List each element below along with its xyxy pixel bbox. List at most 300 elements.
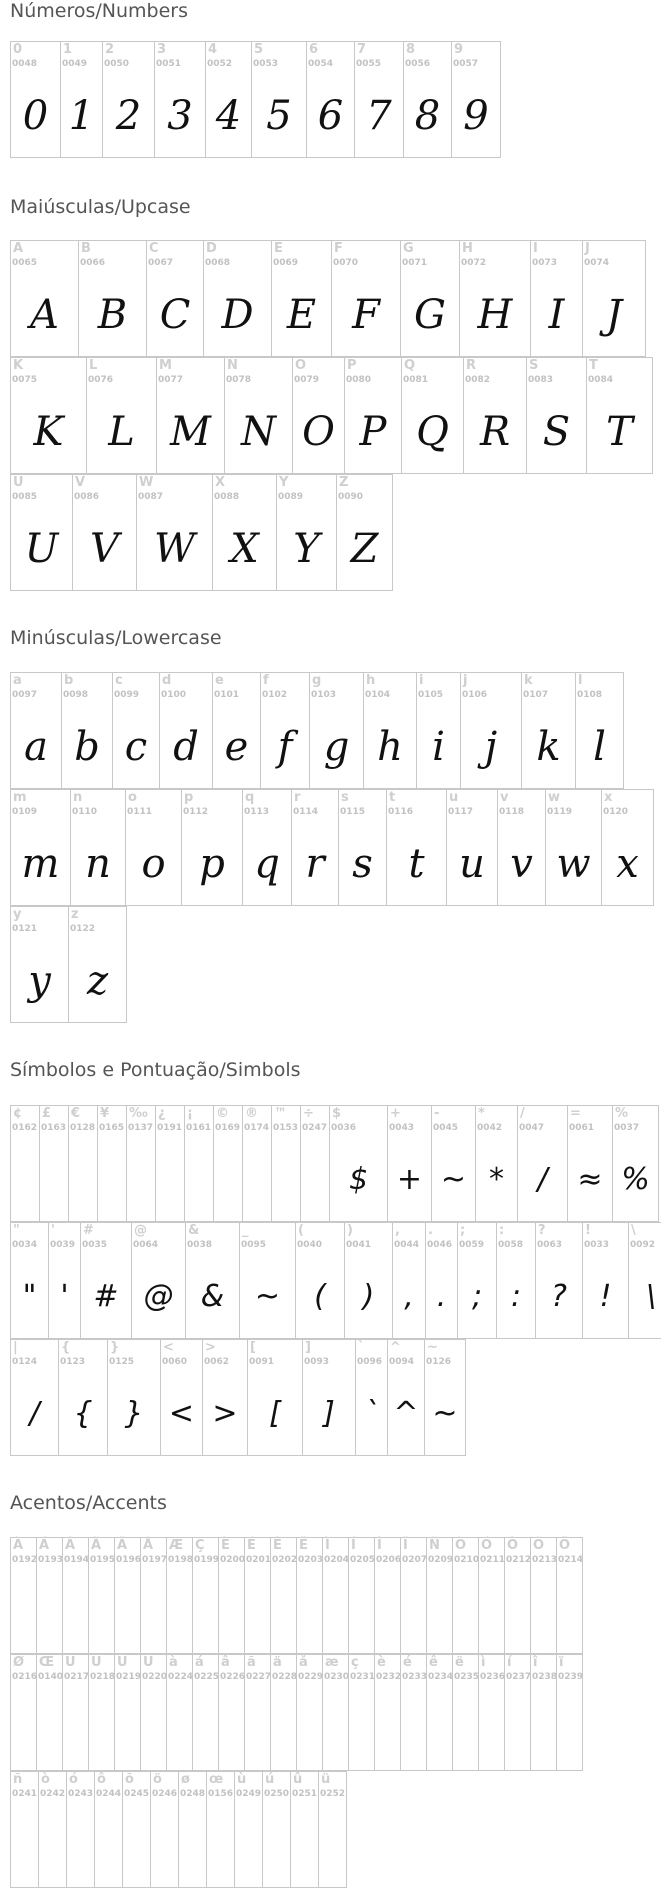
- glyph-row: [10, 672, 624, 789]
- glyph-cell: [112, 672, 160, 789]
- glyph-char-label: ~: [427, 1340, 438, 1355]
- glyph-cell: [322, 1537, 349, 1654]
- glyph-cell: [78, 240, 147, 357]
- glyph-code: 0201: [246, 1555, 272, 1565]
- glyph-code: 0053: [253, 59, 279, 69]
- glyph-cell: [403, 41, 452, 158]
- glyph-cell: [242, 789, 292, 906]
- glyph-char-label: T: [589, 358, 598, 373]
- glyph-char-label: Ú: [91, 1655, 102, 1670]
- glyph-cell: [97, 1105, 127, 1222]
- glyph-code: 0084: [588, 375, 614, 385]
- glyph-code: 0118: [499, 807, 525, 817]
- glyph-preview: 6: [317, 93, 344, 139]
- glyph-cell: [218, 1654, 245, 1771]
- glyph-preview: G: [414, 292, 446, 338]
- glyph-char-label: ø: [181, 1772, 190, 1787]
- glyph-cell: [344, 1222, 393, 1339]
- glyph-code: 0051: [156, 59, 182, 69]
- glyph-preview: ,: [404, 1279, 414, 1314]
- glyph-char-label: i: [419, 673, 424, 688]
- glyph-code: 0206: [376, 1555, 402, 1565]
- glyph-code: 0205: [350, 1555, 376, 1565]
- glyph-cell: [10, 1654, 37, 1771]
- glyph-preview: @: [143, 1279, 174, 1314]
- glyph-code: 0113: [244, 807, 270, 817]
- glyph-cell: [10, 906, 69, 1023]
- glyph-char-label: Ü: [143, 1655, 154, 1670]
- glyph-char-label: w: [548, 790, 561, 805]
- glyph-cell: [355, 1339, 388, 1456]
- glyph-preview: ?: [551, 1279, 567, 1314]
- glyph-preview: c: [124, 724, 148, 770]
- glyph-cell: [10, 1771, 39, 1888]
- glyph-char-label: =: [570, 1106, 581, 1121]
- glyph-char-label: 2: [105, 42, 115, 57]
- glyph-cell: [446, 789, 498, 906]
- glyph-char-label: +: [390, 1106, 401, 1121]
- glyph-code: 0228: [272, 1672, 298, 1682]
- glyph-cell: [202, 1339, 248, 1456]
- glyph-preview: I: [548, 292, 565, 338]
- glyph-cell: [60, 41, 103, 158]
- glyph-preview: <: [168, 1396, 195, 1431]
- glyph-char-label: é: [403, 1655, 412, 1670]
- glyph-cell: [348, 1654, 375, 1771]
- glyph-cell: [86, 357, 157, 474]
- glyph-cell: [290, 1771, 319, 1888]
- glyph-char-label: à: [169, 1655, 178, 1670]
- glyph-code: 0233: [402, 1672, 428, 1682]
- glyph-cell: [344, 357, 402, 474]
- glyph-char-label: `: [358, 1340, 365, 1355]
- glyph-char-label: Î: [377, 1538, 382, 1553]
- glyph-cell: [150, 1771, 179, 1888]
- glyph-preview: ≈: [577, 1162, 603, 1197]
- glyph-code: 0100: [161, 690, 187, 700]
- glyph-preview: 4: [215, 93, 242, 139]
- glyph-cell: [363, 672, 417, 789]
- glyph-cell: [517, 1105, 568, 1222]
- glyph-code: 0124: [12, 1357, 38, 1367]
- glyph-code: 0243: [68, 1789, 94, 1799]
- glyph-char-label: Í: [351, 1538, 356, 1553]
- glyph-char-label: ò: [41, 1772, 50, 1787]
- glyph-code: 0076: [88, 375, 114, 385]
- glyph-cell: [244, 1654, 271, 1771]
- glyph-code: 0052: [207, 59, 233, 69]
- glyph-code: 0200: [220, 1555, 246, 1565]
- glyph-cell: [156, 357, 225, 474]
- glyph-cell: [72, 474, 137, 591]
- glyph-cell: [136, 474, 213, 591]
- glyph-preview: P: [359, 409, 387, 455]
- glyph-char-label: Å: [143, 1538, 154, 1553]
- glyph-char-label: Y: [279, 475, 289, 490]
- glyph-cell: [348, 1537, 375, 1654]
- glyph-code: 0217: [64, 1672, 90, 1682]
- glyph-code: 0210: [454, 1555, 480, 1565]
- glyph-char-label: ï: [559, 1655, 564, 1670]
- glyph-code: 0156: [208, 1789, 234, 1799]
- glyph-code: 0125: [109, 1357, 135, 1367]
- glyph-char-label: Ö: [559, 1538, 571, 1553]
- glyph-code: 0249: [236, 1789, 262, 1799]
- glyph-code: 0161: [186, 1123, 212, 1133]
- glyph-code: 0074: [584, 258, 610, 268]
- glyph-char-label: X: [215, 475, 226, 490]
- glyph-code: 0252: [320, 1789, 346, 1799]
- glyph-cell: [452, 1537, 479, 1654]
- glyph-code: 0088: [214, 492, 240, 502]
- glyph-cell: [185, 1222, 240, 1339]
- glyph-char-label: ä: [273, 1655, 282, 1670]
- glyph-code: 0235: [454, 1672, 480, 1682]
- glyph-cell: [205, 41, 252, 158]
- glyph-code: 0112: [183, 807, 209, 817]
- glyph-char-label: Ã: [91, 1538, 102, 1553]
- glyph-code: 0064: [133, 1240, 159, 1250]
- glyph-cell: [36, 1537, 63, 1654]
- glyph-preview: *: [489, 1162, 504, 1197]
- glyph-char-label: #: [83, 1223, 94, 1238]
- glyph-code: 0081: [403, 375, 429, 385]
- glyph-char-label: -: [434, 1106, 440, 1121]
- glyph-cell: [114, 1537, 141, 1654]
- glyph-char-label: \: [631, 1223, 636, 1238]
- glyph-cell: [400, 1654, 427, 1771]
- glyph-char-label: Á: [39, 1538, 50, 1553]
- section-title-symbols: Símbolos e Pontuação/Simbols: [10, 1059, 301, 1081]
- glyph-char-label: ^: [390, 1340, 401, 1355]
- glyph-char-label: ¥: [100, 1106, 110, 1121]
- glyph-preview: ~: [254, 1279, 281, 1314]
- glyph-preview: $: [348, 1162, 369, 1197]
- glyph-preview: Z: [350, 526, 379, 572]
- glyph-cell: [497, 789, 546, 906]
- glyph-char-label: O: [295, 358, 307, 373]
- glyph-cell: [457, 1222, 497, 1339]
- glyph-code: 0204: [324, 1555, 350, 1565]
- glyph-cell: [296, 1537, 323, 1654]
- glyph-char-label: Ä: [117, 1538, 128, 1553]
- glyph-cell: [296, 1654, 323, 1771]
- glyph-cell: [478, 1537, 505, 1654]
- section-title-lowercase: Minúsculas/Lowercase: [10, 627, 222, 649]
- glyph-preview: #: [93, 1279, 119, 1314]
- glyph-char-label: o: [128, 790, 137, 805]
- glyph-preview: g: [323, 724, 350, 770]
- glyph-code: 0087: [138, 492, 164, 502]
- glyph-code: 0209: [428, 1555, 454, 1565]
- glyph-code: 0203: [298, 1555, 324, 1565]
- glyph-code: 0250: [264, 1789, 290, 1799]
- glyph-char-label: G: [403, 241, 414, 256]
- glyph-code: 0236: [480, 1672, 506, 1682]
- glyph-preview: !: [599, 1279, 612, 1314]
- glyph-code: 0102: [262, 690, 288, 700]
- glyph-code: 0063: [537, 1240, 563, 1250]
- glyph-preview: 0: [22, 93, 49, 139]
- glyph-preview: F: [352, 292, 380, 338]
- glyph-char-label: ó: [69, 1772, 78, 1787]
- glyph-cell: [271, 1105, 301, 1222]
- glyph-cell: [300, 1105, 330, 1222]
- glyph-code: 0075: [12, 375, 38, 385]
- glyph-char-label: õ: [125, 1772, 134, 1787]
- glyph-char-label: ÷: [303, 1106, 314, 1121]
- glyph-code: 0062: [204, 1357, 230, 1367]
- glyph-cell: [213, 1105, 243, 1222]
- glyph-char-label: ô: [97, 1772, 106, 1787]
- glyph-code: 0251: [292, 1789, 318, 1799]
- glyph-cell: [504, 1537, 531, 1654]
- glyph-cell: [556, 1537, 583, 1654]
- glyph-cell: [122, 1771, 151, 1888]
- glyph-preview: ): [362, 1279, 375, 1314]
- glyph-char-label: N: [227, 358, 238, 373]
- glyph-cell: [416, 672, 461, 789]
- section-title-numbers: Números/Numbers: [10, 0, 188, 22]
- glyph-cell: [10, 1537, 37, 1654]
- glyph-code: 0202: [272, 1555, 298, 1565]
- glyph-preview: `: [364, 1396, 379, 1431]
- glyph-cell: [374, 1654, 401, 1771]
- glyph-preview: /: [29, 1396, 40, 1431]
- glyph-char-label: |: [13, 1340, 18, 1355]
- glyph-cell: [306, 41, 355, 158]
- glyph-cell: [318, 1771, 347, 1888]
- glyph-char-label: n: [73, 790, 83, 805]
- glyph-char-label: l: [578, 673, 583, 688]
- glyph-cell: [387, 1105, 432, 1222]
- glyph-code: 0057: [453, 59, 479, 69]
- glyph-code: 0103: [311, 690, 337, 700]
- glyph-preview: h: [377, 724, 403, 770]
- glyph-char-label: k: [524, 673, 533, 688]
- glyph-cell: [329, 1105, 388, 1222]
- glyph-code: 0069: [273, 258, 299, 268]
- glyph-char-label: >: [205, 1340, 216, 1355]
- glyph-code: 0067: [148, 258, 174, 268]
- glyph-char-label: Ê: [273, 1538, 282, 1553]
- glyph-code: 0059: [459, 1240, 485, 1250]
- glyph-code: 0038: [187, 1240, 213, 1250]
- glyph-code: 0169: [215, 1123, 241, 1133]
- glyph-char-label: B: [81, 241, 91, 256]
- glyph-row: [10, 789, 654, 906]
- glyph-char-label: e: [215, 673, 224, 688]
- glyph-char-label: 5: [254, 42, 264, 57]
- glyph-char-label: â: [221, 1655, 230, 1670]
- glyph-code: 0115: [340, 807, 366, 817]
- glyph-cell: [212, 474, 277, 591]
- glyph-cell: [36, 1654, 63, 1771]
- glyph-cell: [70, 789, 126, 906]
- glyph-code: 0047: [519, 1123, 545, 1133]
- glyph-char-label: ë: [455, 1655, 464, 1670]
- glyph-preview: p: [199, 841, 225, 887]
- glyph-cell: [338, 789, 387, 906]
- glyph-code: 0247: [302, 1123, 328, 1133]
- glyph-preview: X: [230, 526, 259, 572]
- glyph-cell: [10, 1339, 59, 1456]
- glyph-char-label: Ó: [481, 1538, 493, 1553]
- glyph-cell: [166, 1654, 193, 1771]
- glyph-cell: [192, 1654, 219, 1771]
- glyph-code: 0245: [124, 1789, 150, 1799]
- glyph-cell: [400, 240, 460, 357]
- glyph-cell: [400, 1537, 427, 1654]
- glyph-cell: [160, 1339, 203, 1456]
- glyph-code: 0128: [70, 1123, 96, 1133]
- glyph-char-label: p: [184, 790, 194, 805]
- glyph-char-label: ): [347, 1223, 353, 1238]
- glyph-code: 0049: [62, 59, 88, 69]
- glyph-cell: [387, 1339, 425, 1456]
- glyph-cell: [386, 789, 447, 906]
- glyph-char-label: (: [298, 1223, 304, 1238]
- glyph-cell: [354, 41, 404, 158]
- glyph-cell: [260, 672, 310, 789]
- glyph-char-label: S: [529, 358, 539, 373]
- glyph-code: 0097: [12, 690, 38, 700]
- glyph-preview: ~: [440, 1162, 467, 1197]
- glyph-char-label: ù: [237, 1772, 247, 1787]
- glyph-char-label: Ø: [13, 1655, 25, 1670]
- glyph-code: 0163: [41, 1123, 67, 1133]
- glyph-row: [10, 357, 653, 474]
- glyph-char-label: U: [13, 475, 24, 490]
- glyph-cell: [140, 1654, 167, 1771]
- glyph-code: 0219: [116, 1672, 142, 1682]
- glyph-code: 0117: [448, 807, 474, 817]
- glyph-preview: w: [556, 841, 591, 887]
- glyph-row: [10, 240, 646, 357]
- glyph-code: 0216: [12, 1672, 38, 1682]
- glyph-char-label: ã: [247, 1655, 256, 1670]
- glyph-cell: [38, 1771, 67, 1888]
- glyph-row: [10, 474, 393, 591]
- glyph-code: 0086: [74, 492, 100, 502]
- glyph-cell: [556, 1654, 583, 1771]
- glyph-char-label: }: [110, 1340, 120, 1355]
- glyph-cell: [212, 672, 261, 789]
- glyph-char-label: 7: [357, 42, 367, 57]
- glyph-cell: [181, 789, 243, 906]
- glyph-code: 0237: [506, 1672, 532, 1682]
- glyph-preview: 7: [366, 93, 392, 139]
- glyph-char-label: f: [263, 673, 269, 688]
- glyph-cell: [10, 474, 73, 591]
- glyph-char-label: ç: [351, 1655, 359, 1670]
- glyph-cell: [601, 789, 654, 906]
- glyph-char-label: V: [75, 475, 86, 490]
- glyph-char-label: L: [89, 358, 98, 373]
- glyph-char-label: _: [242, 1223, 249, 1238]
- glyph-char-label: [: [250, 1340, 256, 1355]
- glyph-code: 0231: [350, 1672, 376, 1682]
- glyph-char-label: ì: [481, 1655, 486, 1670]
- glyph-preview: Y: [293, 526, 320, 572]
- glyph-cell: [567, 1105, 613, 1222]
- glyph-preview: \: [645, 1279, 657, 1314]
- glyph-preview: }: [124, 1396, 144, 1431]
- glyph-code: 0061: [569, 1123, 595, 1133]
- glyph-preview: t: [408, 841, 425, 887]
- glyph-char-label: d: [162, 673, 172, 688]
- section-title-upcase: Maiúsculas/Upcase: [10, 196, 191, 218]
- glyph-code: 0198: [168, 1555, 194, 1565]
- glyph-cell: [426, 1654, 453, 1771]
- glyph-char-label: ñ: [13, 1772, 23, 1787]
- glyph-preview: j: [484, 724, 498, 770]
- glyph-cell: [291, 789, 339, 906]
- glyph-code: 0121: [12, 924, 38, 934]
- glyph-cell: [239, 1222, 296, 1339]
- glyph-code: 0077: [158, 375, 184, 385]
- glyph-code: 0036: [331, 1123, 357, 1133]
- glyph-code: 0111: [127, 807, 153, 817]
- glyph-char-label: u: [449, 790, 459, 805]
- glyph-char-label: È: [221, 1538, 230, 1553]
- glyph-cell: [612, 1105, 659, 1222]
- glyph-cell: [575, 672, 624, 789]
- glyph-code: 0044: [394, 1240, 420, 1250]
- glyph-code: 0055: [356, 59, 382, 69]
- glyph-char-label: Û: [117, 1655, 128, 1670]
- glyph-char-label: è: [377, 1655, 386, 1670]
- glyph-cell: [521, 672, 576, 789]
- glyph-row: [10, 1654, 583, 1771]
- glyph-char-label: €: [71, 1106, 81, 1121]
- glyph-code: 0034: [12, 1240, 38, 1250]
- glyph-code: 0241: [12, 1789, 38, 1799]
- glyph-cell: [244, 1537, 271, 1654]
- glyph-cell: [271, 240, 332, 357]
- glyph-cell: [247, 1339, 303, 1456]
- glyph-cell: [61, 672, 113, 789]
- glyph-code: 0126: [426, 1357, 452, 1367]
- glyph-code: 0122: [70, 924, 96, 934]
- glyph-code: 0073: [532, 258, 558, 268]
- glyph-cell: [270, 1537, 297, 1654]
- glyph-char-label: H: [462, 241, 473, 256]
- glyph-code: 0060: [162, 1357, 188, 1367]
- glyph-code: 0039: [50, 1240, 76, 1250]
- glyph-char-label: C: [149, 241, 159, 256]
- glyph-char-label: Ñ: [429, 1538, 440, 1553]
- glyph-cell: [322, 1654, 349, 1771]
- glyph-code: 0238: [532, 1672, 558, 1682]
- glyph-char-label: 8: [406, 42, 416, 57]
- glyph-code: 0119: [547, 807, 573, 817]
- glyph-preview: 5: [266, 93, 292, 139]
- glyph-char-label: ": [13, 1223, 20, 1238]
- glyph-cell: [178, 1771, 207, 1888]
- glyph-char-label: a: [13, 673, 22, 688]
- glyph-char-label: å: [299, 1655, 308, 1670]
- glyph-code: 0193: [38, 1555, 64, 1565]
- glyph-preview: Q: [416, 409, 449, 455]
- glyph-code: 0212: [506, 1555, 532, 1565]
- glyph-code: 0244: [96, 1789, 122, 1799]
- glyph-preview: z: [86, 958, 109, 1004]
- glyph-code: 0207: [402, 1555, 428, 1565]
- glyph-char-label: {: [61, 1340, 71, 1355]
- glyph-cell: [452, 1654, 479, 1771]
- glyph-cell: [10, 672, 62, 789]
